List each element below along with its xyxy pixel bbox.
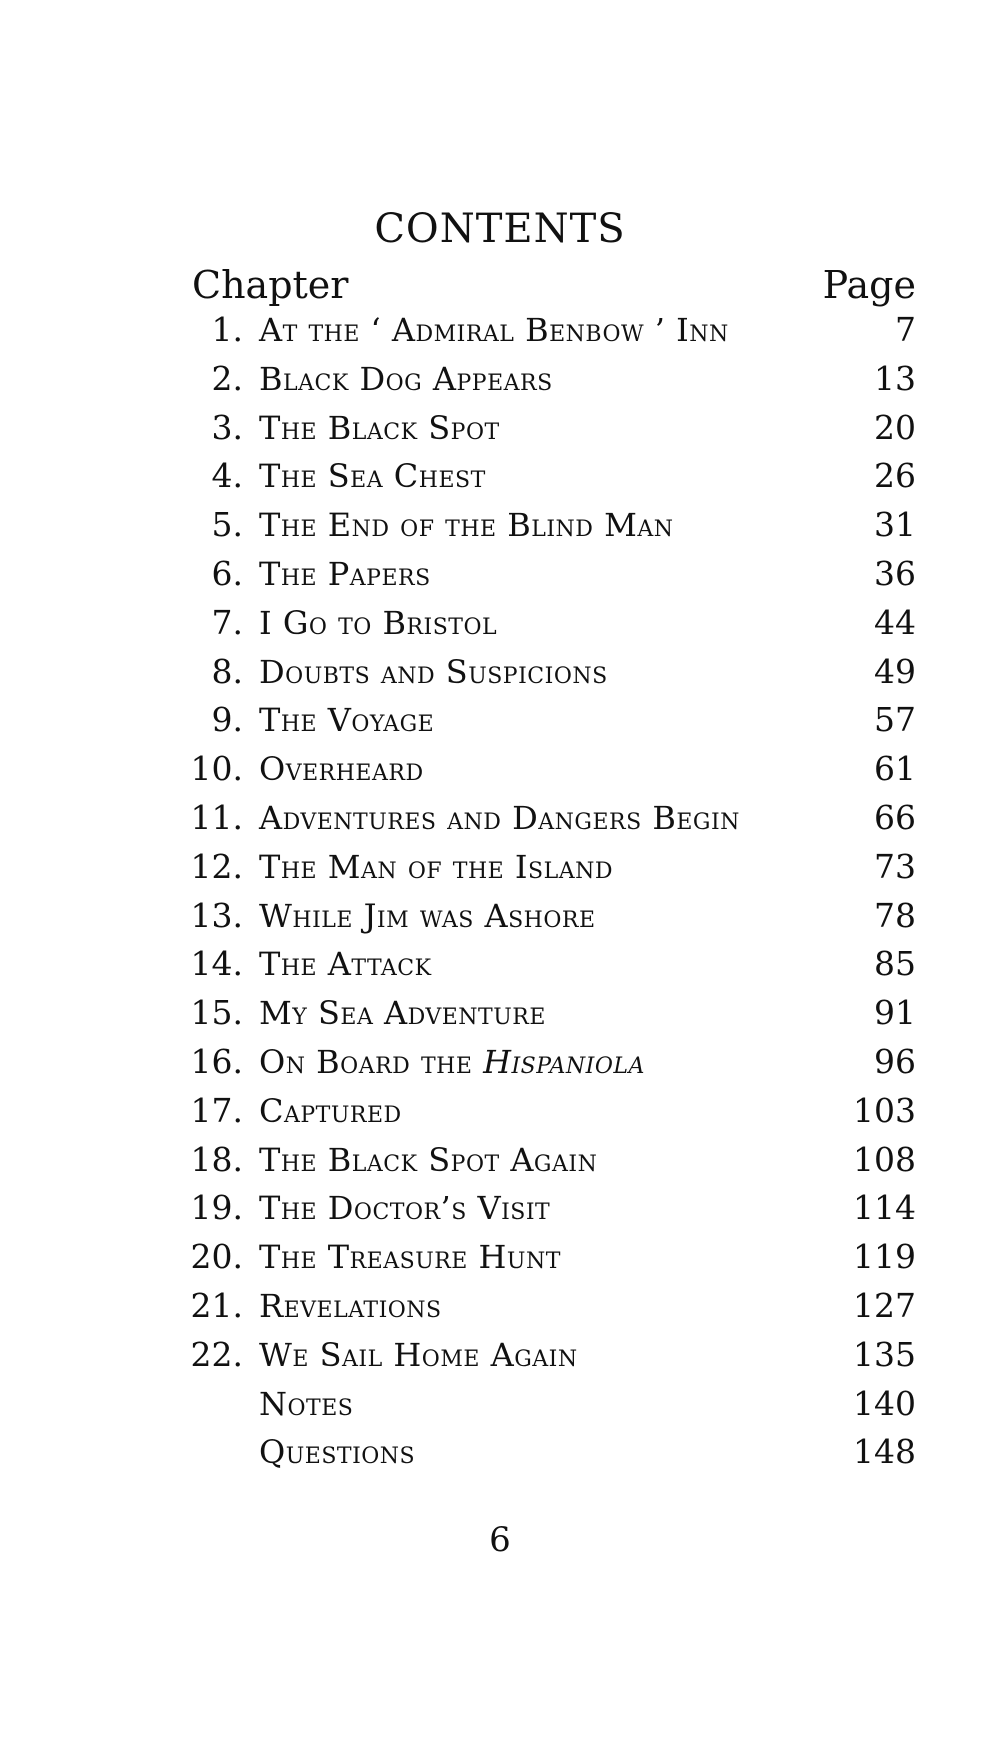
toc-entry (0, 1087, 1000, 1136)
toc-entry (0, 355, 1000, 404)
toc-entry (0, 1380, 1000, 1429)
chapter-number: 9. (211, 700, 243, 740)
chapter-number: 4. (211, 456, 243, 496)
page-number: 96 (874, 1041, 916, 1081)
page-number: 26 (874, 456, 916, 496)
chapter-number: 7. (211, 602, 243, 642)
chapter-title: We Sail Home Again (259, 1335, 578, 1374)
chapter-title: Overheard (259, 750, 424, 789)
toc-entry (0, 1428, 1000, 1477)
page-column-header: Page (822, 263, 916, 307)
toc-entry (0, 892, 1000, 941)
notes-title: Notes (259, 1384, 354, 1423)
chapter-title: Revelations (259, 1286, 442, 1325)
contents-heading: CONTENTS (374, 206, 626, 252)
chapter-title: The End of the Blind Man (259, 506, 674, 545)
chapter-number: 16. (190, 1041, 243, 1081)
page-number: 20 (874, 407, 916, 447)
toc-entry (0, 1331, 1000, 1380)
toc-entry (0, 745, 1000, 794)
toc-entry (0, 1282, 1000, 1331)
chapter-title: While Jim was Ashore (259, 896, 596, 935)
chapter-title: The Treasure Hunt (259, 1238, 561, 1277)
toc-entry (0, 843, 1000, 892)
toc-entry (0, 1136, 1000, 1185)
page-number: 85 (874, 944, 916, 984)
toc-entry (0, 989, 1000, 1038)
chapter-title: Doubts and Suspicions (259, 652, 608, 691)
toc-entry (0, 940, 1000, 989)
chapter-title (259, 1038, 645, 1087)
chapter-number: 21. (190, 1285, 243, 1325)
page-number: 7 (895, 310, 916, 349)
page-number: 135 (853, 1334, 916, 1374)
page-number: 49 (874, 651, 916, 691)
page-number: 31 (874, 505, 916, 545)
toc-entry (0, 696, 1000, 745)
chapter-title: The Man of the Island (259, 847, 613, 886)
chapter-title: The Doctor’s Visit (259, 1189, 551, 1228)
chapter-number: 12. (190, 846, 243, 886)
toc-entry (0, 550, 1000, 599)
page-number: 140 (853, 1383, 916, 1423)
chapter-number: 11. (190, 797, 243, 837)
chapter-number: 20. (190, 1237, 243, 1277)
page-number: 13 (874, 358, 916, 398)
toc-entry (0, 306, 1000, 355)
chapter-number: 5. (211, 505, 243, 545)
page-number: 91 (874, 993, 916, 1033)
chapter-title: The Papers (259, 554, 431, 593)
page-number: 108 (853, 1139, 916, 1179)
chapter-number: 14. (190, 944, 243, 984)
chapter-number: 18. (190, 1139, 243, 1179)
chapter-title: Adventures and Dangers Begin (259, 798, 740, 837)
toc-entry (0, 404, 1000, 453)
chapter-number: 15. (190, 993, 243, 1033)
folio-page-number: 6 (489, 1520, 511, 1560)
toc-entry (0, 1233, 1000, 1282)
chapter-title: The Black Spot (259, 408, 500, 447)
chapter-title: The Black Spot Again (259, 1140, 598, 1179)
table-of-contents (0, 306, 1000, 1477)
ship-name: Hispaniola (483, 1042, 645, 1081)
page-number: 36 (874, 553, 916, 593)
chapter-title: The Voyage (259, 701, 435, 740)
chapter-title-roman: On Board the (259, 1042, 473, 1081)
page-number: 73 (874, 846, 916, 886)
chapter-column-header: Chapter (192, 263, 349, 307)
toc-entry (0, 1038, 1000, 1087)
toc-entry (0, 648, 1000, 697)
questions-title: Questions (259, 1433, 416, 1472)
chapter-number: 8. (211, 651, 243, 691)
chapter-number: 1. (211, 310, 243, 349)
chapter-title: The Attack (259, 945, 432, 984)
page-number: 119 (853, 1237, 916, 1277)
page-number: 114 (853, 1188, 916, 1228)
chapter-title: I Go to Bristol (259, 603, 498, 642)
chapter-number: 17. (190, 1090, 243, 1130)
chapter-title: Captured (259, 1091, 402, 1130)
page-number: 44 (874, 602, 916, 642)
page-number: 148 (853, 1432, 916, 1472)
page-number: 66 (874, 797, 916, 837)
page-number: 127 (853, 1285, 916, 1325)
chapter-number: 10. (190, 749, 243, 789)
toc-entry (0, 452, 1000, 501)
chapter-title: The Sea Chest (259, 457, 486, 496)
page-number: 103 (853, 1090, 916, 1130)
page-number: 78 (874, 895, 916, 935)
chapter-title: Black Dog Appears (259, 359, 553, 398)
chapter-number: 2. (211, 358, 243, 398)
chapter-title: At the ‘ Admiral Benbow ’ Inn (259, 311, 729, 349)
page-number: 57 (874, 700, 916, 740)
chapter-number: 19. (190, 1188, 243, 1228)
chapter-number: 13. (190, 895, 243, 935)
chapter-title: My Sea Adventure (259, 994, 546, 1033)
chapter-number: 3. (211, 407, 243, 447)
toc-entry (0, 794, 1000, 843)
toc-entry (0, 501, 1000, 550)
chapter-number: 6. (211, 553, 243, 593)
toc-entry (0, 1184, 1000, 1233)
toc-entry (0, 599, 1000, 648)
chapter-number: 22. (190, 1334, 243, 1374)
page-number: 61 (874, 749, 916, 789)
